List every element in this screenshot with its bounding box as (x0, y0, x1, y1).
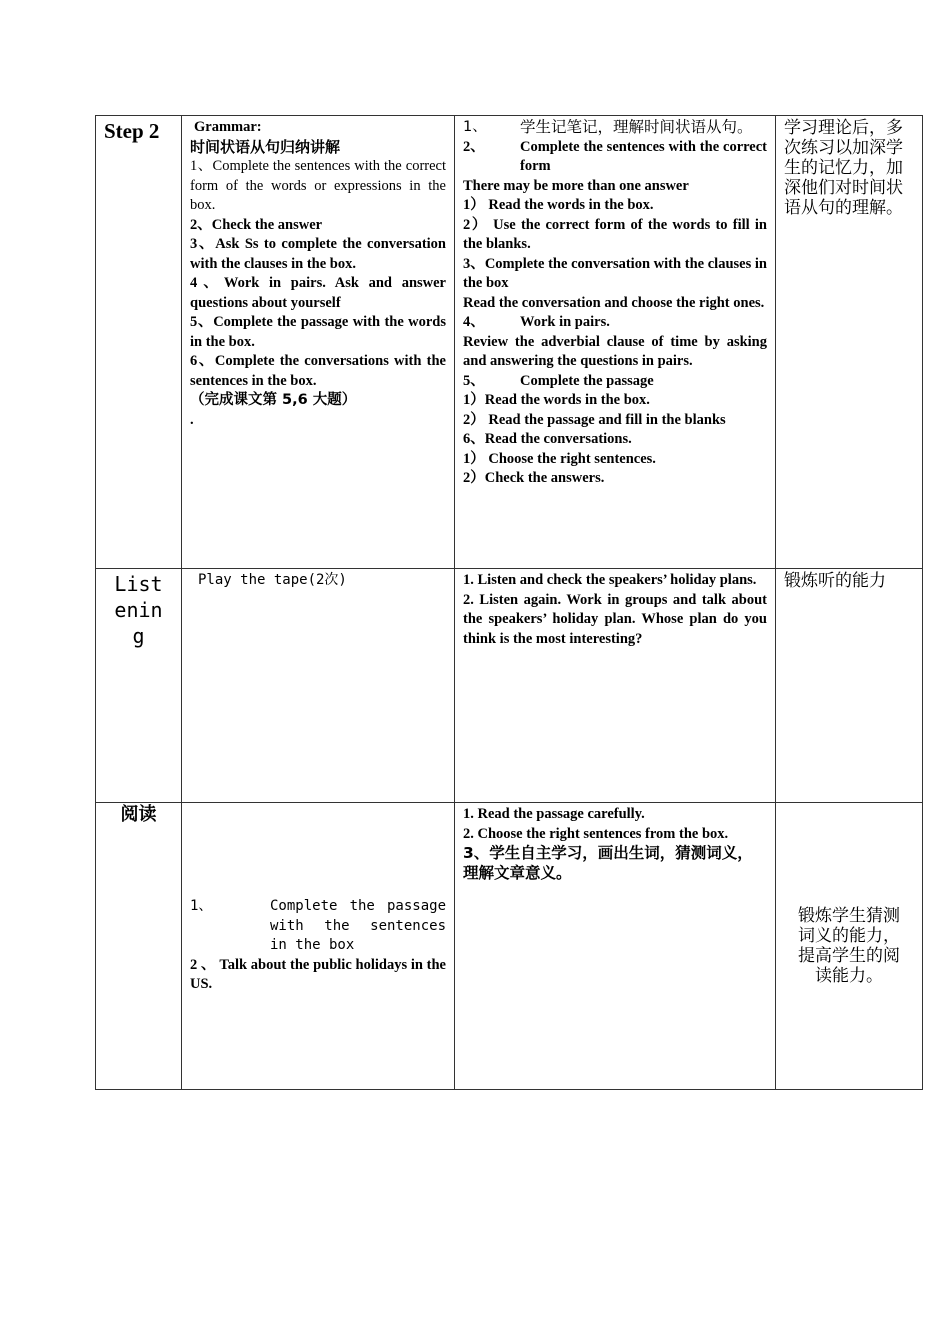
activity-2-step-2: 2） Use the correct form of the words to fill in the blanks. (463, 216, 767, 252)
procedure-item-6-note: （完成课文第 5,6 大题） (190, 392, 357, 408)
listening-purpose: 锻炼听的能力 (784, 571, 886, 591)
reading-item-1-text: Complete the passage with the sentences in the box (270, 898, 446, 954)
activity-5 (463, 372, 767, 392)
activity-4 (463, 313, 767, 333)
listening-activity-2: 2. Listen again. Work in groups and talk about the speakers’ holiday plan. Whose plan do you think is the most interesting? (463, 591, 767, 647)
step2-purpose: 学习理论后，多次练习以加深学生的记忆力，加深他们对时间状语从句的理解。 (784, 118, 903, 218)
reading-purpose: 锻炼学生猜测词义的能力，提高学生的阅读能力。 (798, 906, 900, 986)
activity-2-step-1: 1） Read the words in the box. (463, 197, 654, 213)
activity-5-number: 5、 (463, 372, 485, 389)
procedure-item-5: 5、Complete the passage with the words in the box. (190, 314, 446, 350)
step2-label-cell (96, 116, 182, 569)
activity-4-number: 4、 (463, 314, 485, 330)
reading-item-1-number: 1、 (190, 898, 213, 915)
listening-label-cell (96, 569, 182, 803)
procedure-item-4: 4、Work in pairs. Ask and answer questions about yourself (190, 275, 446, 311)
step2-activities-cell (455, 116, 776, 569)
reading-procedure-cell (182, 803, 455, 1090)
activity-2-note: There may be more than one answer (463, 177, 689, 194)
table-row-reading (96, 803, 923, 1090)
activity-4-text: Work in pairs. (520, 314, 610, 330)
listening-label: Listening (114, 572, 163, 648)
step2-purpose-cell (776, 116, 923, 569)
activity-5-step-1: 1）Read the words in the box. (463, 392, 650, 408)
procedure-item-2: 2、Check the answer (190, 216, 323, 233)
table-row-step2 (96, 116, 923, 569)
listening-procedure: Play the tape(2次) (198, 572, 347, 588)
step2-procedure-cell (182, 116, 455, 569)
listening-activities-cell (455, 569, 776, 803)
activity-5-text: Complete the passage (520, 372, 654, 389)
grammar-title: Grammar: (194, 119, 262, 135)
procedure-item-3: 3、Ask Ss to complete the conversation with the clauses in the box. (190, 236, 446, 272)
reading-label-cell (96, 803, 182, 1090)
reading-activity-2: 2. Choose the right sentences from the box. (463, 825, 729, 842)
lesson-plan-table (95, 115, 923, 1090)
activity-3-note: Read the conversation and choose the right ones. (463, 294, 765, 311)
activity-6-step-1: 1） Choose the right sentences. (463, 450, 656, 467)
grammar-subtitle: 时间状语从句归纳讲解 (190, 137, 341, 156)
listening-activity-1: 1. Listen and check the speakers’ holiday plans. (463, 572, 757, 588)
reading-activity-1: 1. Read the passage carefully. (463, 806, 645, 822)
listening-purpose-cell (776, 569, 923, 803)
activity-1 (463, 118, 767, 138)
reading-procedure-item-2: 2 、 Talk about the public holidays in the US. (190, 956, 446, 993)
activity-2-number: 2、 (463, 138, 485, 155)
procedure-dot: . (190, 411, 194, 428)
activity-1-text: 学生记笔记，理解时间状语从句。 (520, 118, 753, 136)
activity-2 (463, 138, 767, 177)
reading-activity-3: 3、学生自主学习，画出生词，猜测词义，理解文章意义。 (463, 844, 753, 882)
activity-2-text: Complete the sentences with the correct form (520, 138, 767, 174)
reading-procedure-item-1 (190, 897, 446, 956)
step2-label: Step 2 (104, 119, 160, 143)
reading-label: 阅读 (120, 804, 157, 825)
activity-6-step-2: 2）Check the answers. (463, 470, 605, 486)
table-row-listening (96, 569, 923, 803)
activity-1-number: 1、 (463, 119, 487, 135)
activity-4-note: Review the adverbial clause of time by asking and answering the questions in pairs. (463, 333, 767, 369)
procedure-item-1: 1、Complete the sentences with the correct form of the words or expressions in the box. (190, 158, 446, 213)
reading-purpose-cell (776, 803, 923, 1090)
procedure-item-6: 6、Complete the conversations with the sentences in the box. (190, 353, 446, 389)
activity-6: 6、Read the conversations. (463, 431, 632, 447)
listening-procedure-cell (182, 569, 455, 803)
activity-5-step-2: 2） Read the passage and fill in the blanks (463, 411, 726, 428)
reading-activities-cell (455, 803, 776, 1090)
activity-3: 3、Complete the conversation with the clauses in the box (463, 255, 767, 291)
